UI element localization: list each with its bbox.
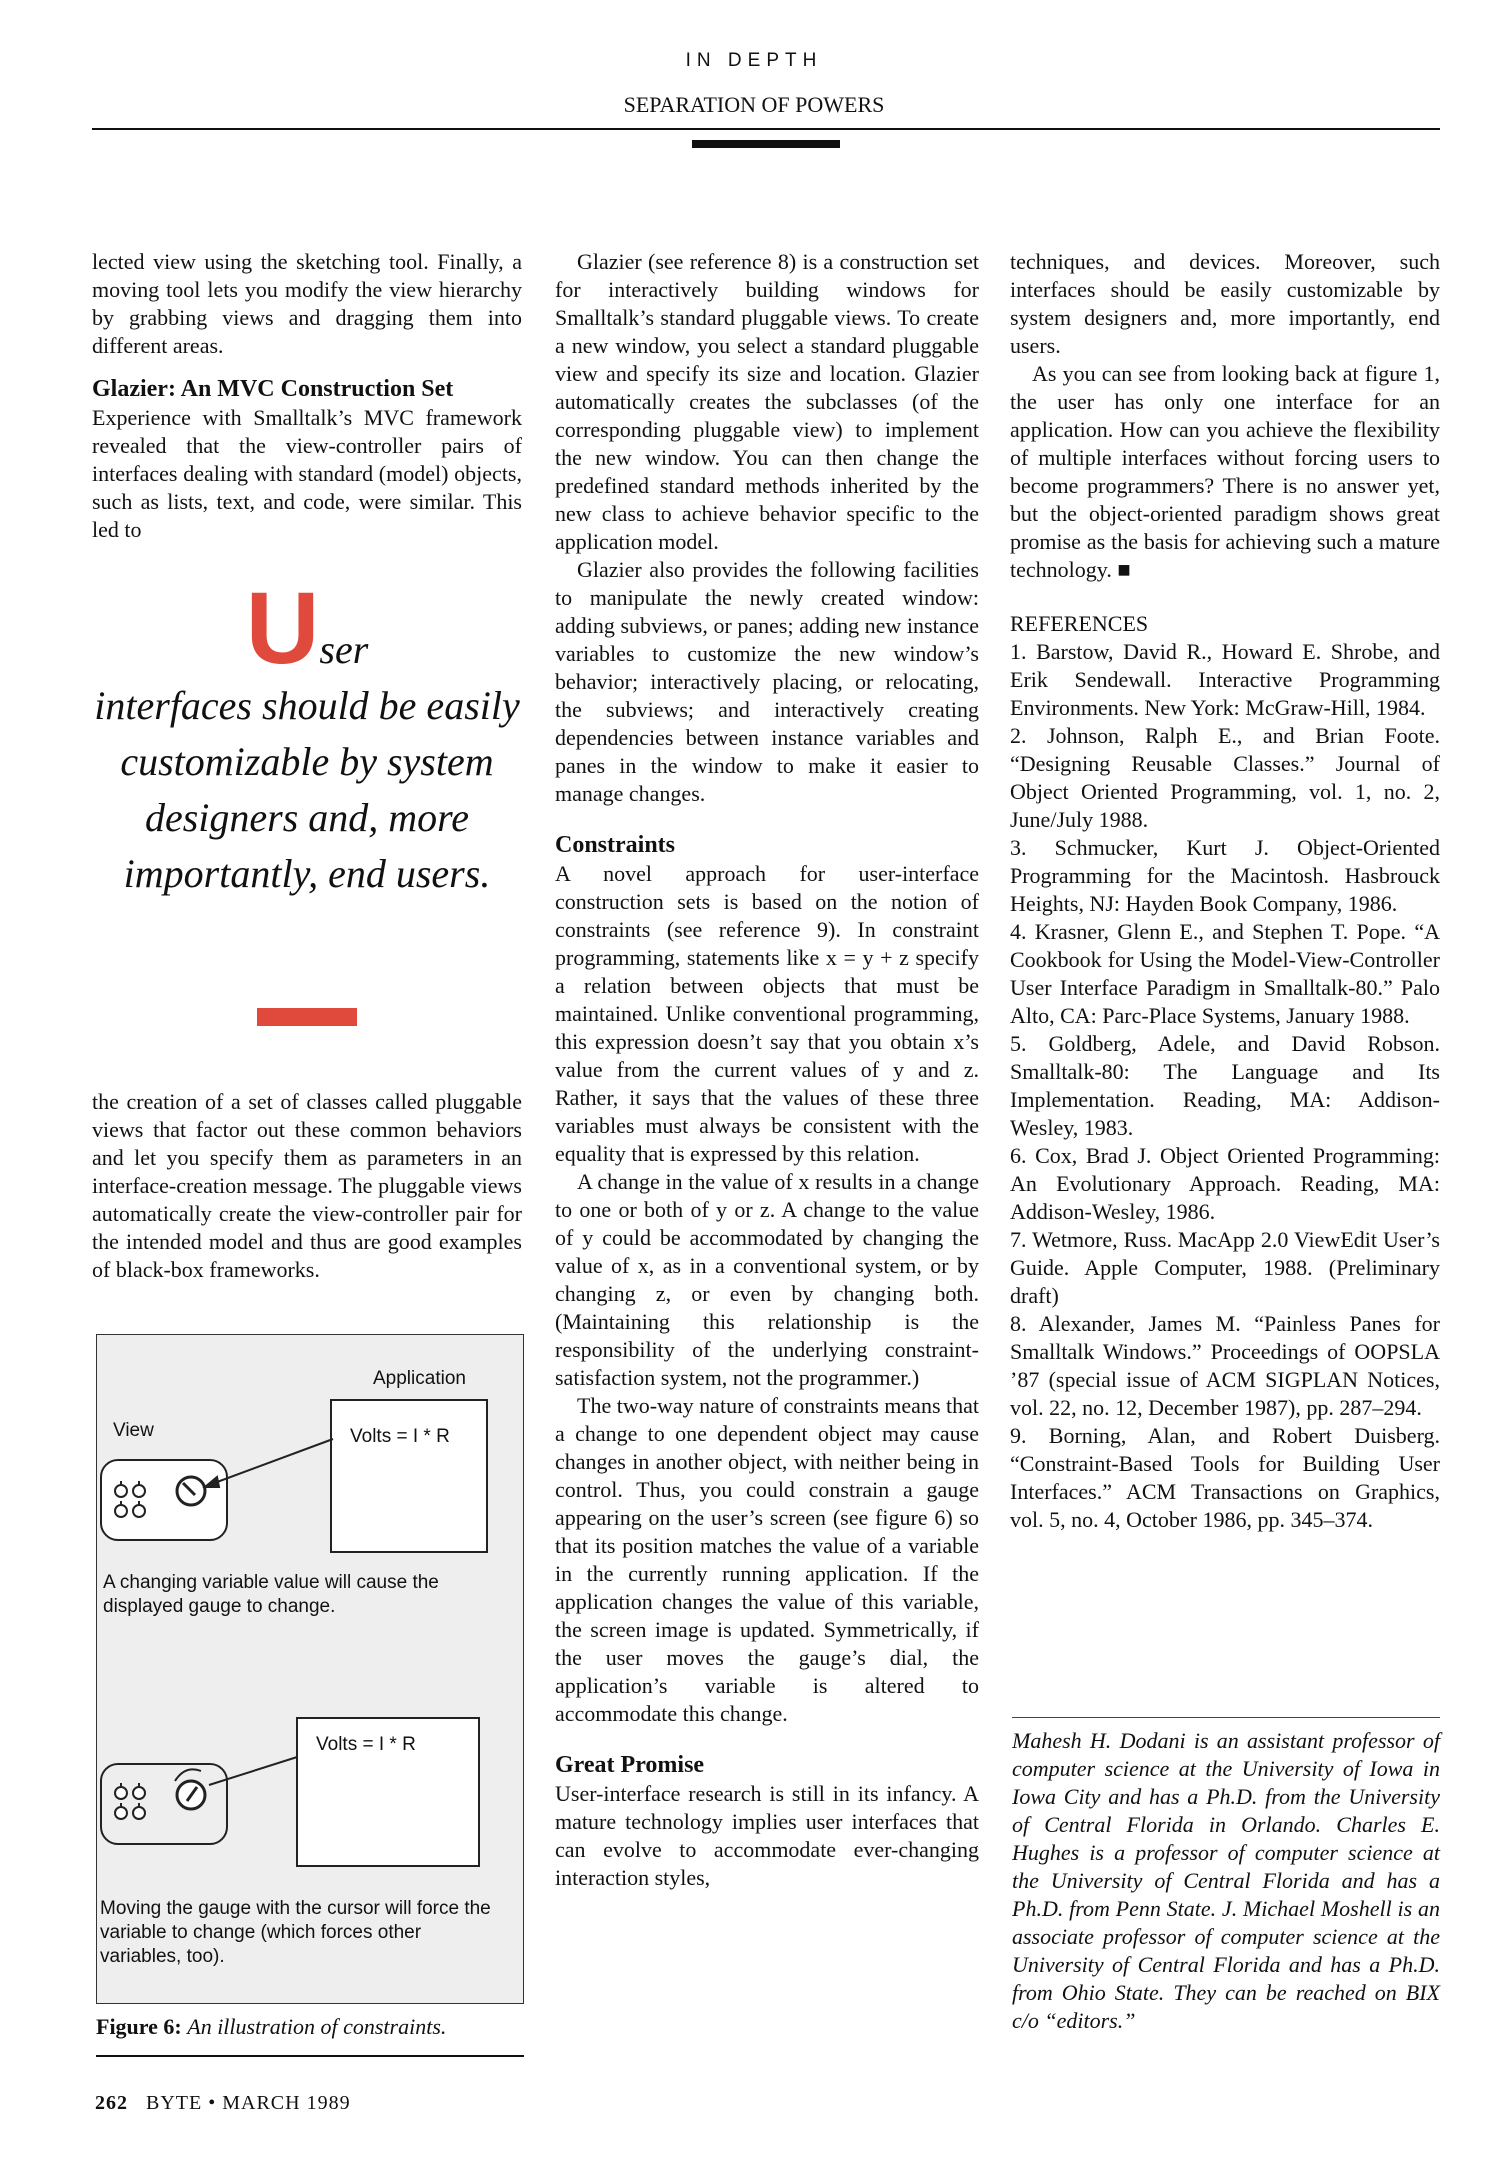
column-1-top	[92, 248, 522, 544]
equation-2: Volts = I * R	[316, 1734, 416, 1755]
equation-1: Volts = I * R	[350, 1426, 450, 1447]
figure-caption	[96, 2014, 526, 2040]
header-rule	[92, 128, 1440, 130]
col2-paragraph-3: A novel approach for user-interface construction sets is based on the notion of constraints (see reference 9). In constraint programming, statements like x = y + z specify a relation between objects that must be maintained. Unlike conventional programming, this expression doesn’t say that you obtain x’s value from the current values of y and z. Rather, it says that the values of these three variables must always be consistent with the equality that is expressed by this relation.	[555, 861, 979, 1166]
gauge-icon-1	[177, 1477, 205, 1505]
reference-item: 9. Borning, Alan, and Robert Duisberg. “Constraint-Based Tools for Building User Interfaces.” ACM Transactions on Graphics, vol. 5, no. 4, October 1986, pp. 345–374.	[1010, 1423, 1440, 1532]
pull-quote-bar	[257, 1008, 357, 1026]
caption-rule	[96, 2055, 524, 2057]
section-title: SEPARATION OF POWERS	[623, 92, 885, 117]
figure-caption-text: An illustration of constraints.	[187, 2014, 447, 2039]
reference-item: 5. Goldberg, Adele, and David Robson. Smalltalk-80: The Language and Its Implementation. Reading, MA: Addison-Wesley, 1983.	[1010, 1031, 1440, 1140]
column-2	[555, 248, 979, 1892]
col2-paragraph-4: A change in the value of x results in a change to one or both of y or z. A change to the value of y could be accommodated by changing the value of x, as in a conventional system, or by changing z, or even by changing both. (Maintaining this relationship is the responsibility of the underlying constraint-satisfaction system, not the programmer.)	[555, 1169, 979, 1390]
pull-quote-initial: U	[245, 571, 320, 685]
glazier-heading: Glazier: An MVC Construction Set	[92, 376, 454, 402]
great-promise-heading: Great Promise	[555, 1752, 705, 1778]
application-label: Application	[373, 1368, 466, 1389]
col3-paragraph-2: As you can see from looking back at figure 1, the user has only one interface for an application. How can you achieve the flexibility of multiple interfaces without forcing users to become programmers? There is no answer yet, but the object-oriented paradigm shows great promise as the basis for achieving such a mature technology. ■	[1010, 361, 1440, 582]
col1-paragraph-2: the creation of a set of classes called pluggable views that factor out these common behaviors and let you specify them as parameters in an interface-creation message. The pluggable views automatically create the view-controller pair for the intended model and thus are good examples of black-box frameworks.	[92, 1089, 522, 1282]
col2-paragraph-5: The two-way nature of constraints means that a change to one dependent object may cause changes in another object, with neither being in control. Thus, you could constrain a gauge appearing on the user’s screen (see figure 6) so that its position matches the value of a variable in the currently running application. If the application changes the value of this variable, the screen image is updated. Symmetrically, if the user moves the gauge’s dial, the application’s variable is altered to accommodate this change.	[555, 1393, 979, 1726]
view-label: View	[113, 1420, 154, 1441]
col3-paragraph-1: techniques, and devices. Moreover, such interfaces should be easily customizable by system designers and, more importantly, end users.	[1010, 249, 1440, 358]
bio-rule	[1012, 1717, 1440, 1718]
view-box-2	[100, 1763, 228, 1845]
reference-item: 3. Schmucker, Kurt J. Object-Oriented Programming for the Macintosh. Hasbrouck Heights, NJ: Hayden Book Company, 1986.	[1010, 835, 1440, 916]
footer	[95, 2092, 351, 2115]
column-3	[1010, 248, 1440, 1534]
col2-paragraph-6: User-interface research is still in its infancy. A mature technology implies user interfaces that can evolve to accommodate ever-changing interaction styles,	[555, 1781, 979, 1890]
figure-caption-1: A changing variable value will cause the displayed gauge to change.	[103, 1572, 439, 1617]
col1-intro: lected view using the sketching tool. Finally, a moving tool lets you modify the view hierarchy by grabbing views and dragging them into different areas.	[92, 249, 522, 358]
constraints-heading: Constraints	[555, 832, 676, 858]
page-number: 262	[95, 2092, 128, 2114]
reference-item: 1. Barstow, David R., Howard E. Shrobe, and Erik Sendewall. Interactive Programming Environments. New York: McGraw-Hill, 1984.	[1010, 639, 1440, 720]
column-1-bottom	[92, 1088, 522, 1284]
view-knobs-1	[115, 1481, 145, 1517]
figure-caption-label: Figure 6:	[96, 2014, 182, 2039]
references-heading: REFERENCES	[1010, 611, 1149, 636]
author-bio	[1012, 1727, 1440, 2035]
col1-paragraph-1: Experience with Smalltalk’s MVC framework revealed that the view-controller pairs of interfaces dealing with standard (model) objects, such as lists, text, and code, were similar. This led to	[92, 405, 522, 542]
reference-item: 7. Wetmore, Russ. MacApp 2.0 ViewEdit User’s Guide. Apple Computer, 1988. (Preliminary draft)	[1010, 1227, 1440, 1308]
figure-caption-2: Moving the gauge with the cursor will force the variable to change (which forces other variables, too).	[100, 1898, 491, 1967]
arrow-1	[205, 1439, 333, 1487]
header-bar	[692, 140, 840, 148]
pull-quote-first-word: ser	[319, 627, 369, 672]
reference-item: 4. Krasner, Glenn E., and Stephen T. Pope. “A Cookbook for Using the Model-View-Controller User Interface Paradigm in Smalltalk-80.” Palo Alto, CA: Parc-Place Systems, January 1988.	[1010, 919, 1440, 1028]
department-kicker: IN DEPTH	[685, 50, 823, 71]
magazine-issue: BYTE • MARCH 1989	[146, 2092, 351, 2114]
reference-item: 2. Johnson, Ralph E., and Brian Foote. “Designing Reusable Classes.” Journal of Object Oriented Programming, vol. 1, no. 2, June/July 1988.	[1010, 723, 1440, 832]
pull-quote	[92, 571, 522, 902]
author-bio-text: Mahesh H. Dodani is an assistant professor of computer science at the University of Iowa in Iowa City and has a Ph.D. from the University of Central Florida in Orlando. Charles E. Hughes is a professor of computer science at the University of Central Florida and has a Ph.D. from Penn State. J. Michael Moshell is an associate professor of computer science at the University of Central Florida and has a Ph.D. from Ohio State. They can be reached on BIX c/o “editors.”	[1012, 1728, 1440, 2033]
figure-6	[96, 1334, 524, 2004]
application-box-2	[296, 1717, 480, 1867]
reference-item: 8. Alexander, James M. “Painless Panes for Smalltalk Windows.” Proceedings of OOPSLA ’87 (special issue of ACM SIGPLAN Notices, vol. 22, no. 12, December 1987), pp. 287–294.	[1010, 1311, 1440, 1420]
reference-item: 6. Cox, Brad J. Object Oriented Programming: An Evolutionary Approach. Reading, MA: Addison-Wesley, 1986.	[1010, 1143, 1440, 1224]
col2-paragraph-1: Glazier (see reference 8) is a construction set for interactively building windows for Smalltalk’s standard pluggable views. To create a new window, you select a standard pluggable view and specify its size and location. Glazier automatically creates the subclasses (of the corresponding pluggable view) to implement the new window. You can then change the predefined standard methods inherited by the new class to achieve behavior specific to the application model.	[555, 249, 979, 554]
pull-quote-text: interfaces should be easily customizable by system designers and, more importantly, end users.	[94, 683, 520, 896]
col2-paragraph-2: Glazier also provides the following facilities to manipulate the newly created window: adding subviews, or panes; adding new instance variables to customize the new window’s behavior; interactively placing, or relocating, the subviews; and interactively creating dependencies between instance variables and panes in the window to make it easier to manage changes.	[555, 557, 979, 806]
